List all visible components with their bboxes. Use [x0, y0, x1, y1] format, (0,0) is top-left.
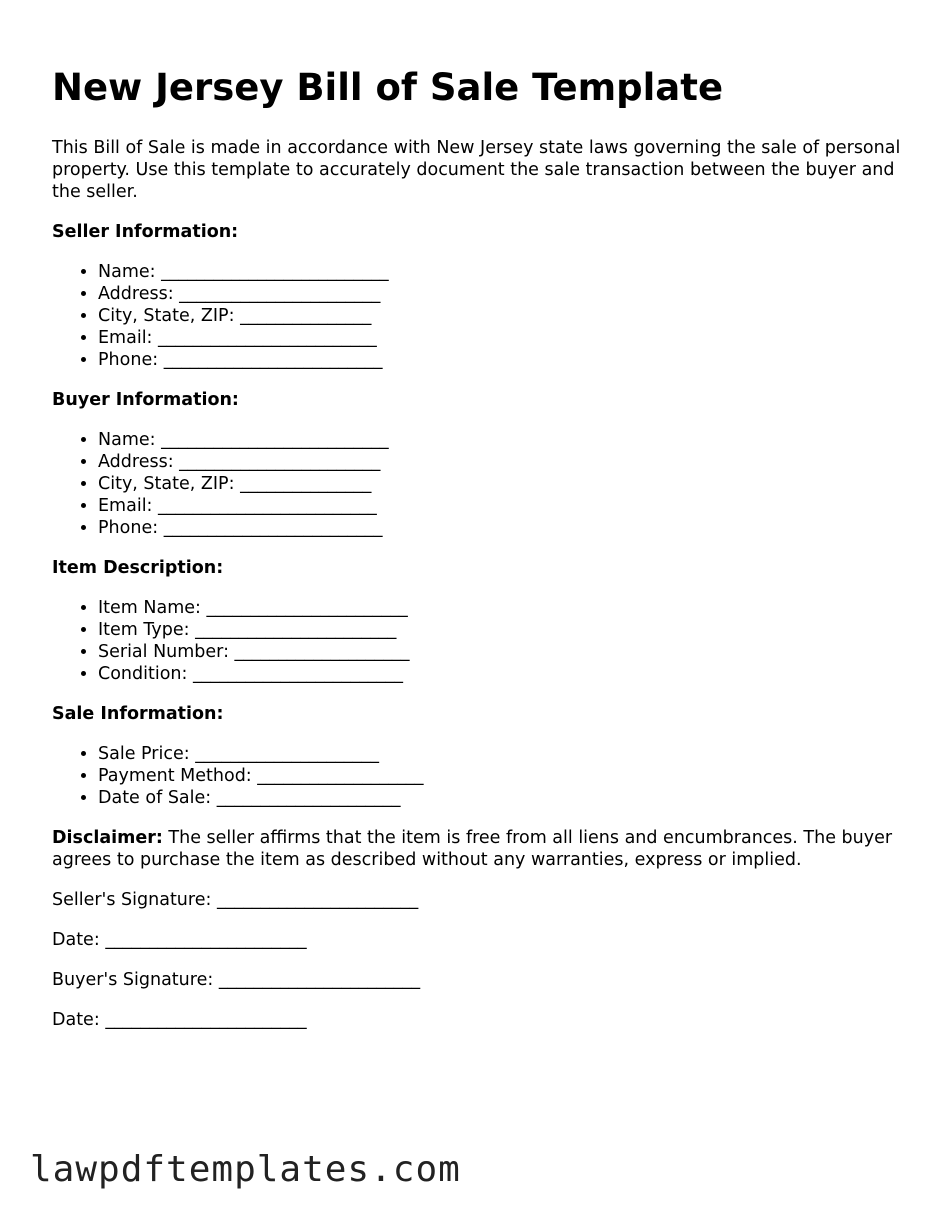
intro-paragraph: This Bill of Sale is made in accordance with New Jersey state laws governing the sale of personal property. Use this template to accurately document the sale transaction between the buyer and the seller. — [52, 138, 901, 202]
seller-address-field: • Address: _______________________ — [98, 283, 902, 305]
buyer-name-field: • Name: __________________________ — [98, 429, 902, 451]
seller-phone-field: • Phone: _________________________ — [98, 349, 902, 371]
seller-city-state-zip-field: • City, State, ZIP: _______________ — [98, 305, 902, 327]
page-title: New Jersey Bill of Sale Template — [52, 66, 724, 109]
buyer-email-field: • Email: _________________________ — [98, 495, 902, 517]
buyer-phone-field: • Phone: _________________________ — [98, 517, 902, 539]
buyer-fields-list — [52, 429, 902, 539]
sale-price-field: • Sale Price: _____________________ — [98, 743, 902, 765]
payment-method-field: • Payment Method: ___________________ — [98, 765, 902, 787]
sale-section-heading: Sale Information: — [52, 704, 224, 724]
item-fields-list — [52, 597, 902, 685]
seller-signature-line: Seller's Signature: _______________________ — [52, 890, 419, 910]
sale-fields-list — [52, 743, 902, 809]
seller-fields-list — [52, 261, 902, 371]
document-page — [52, 62, 902, 1049]
seller-date-line: Date: _______________________ — [52, 930, 307, 950]
seller-section-heading: Seller Information: — [52, 222, 239, 242]
date-of-sale-field: • Date of Sale: _____________________ — [98, 787, 902, 809]
disclaimer-paragraph — [52, 827, 902, 871]
buyer-signature-line: Buyer's Signature: _______________________ — [52, 970, 421, 990]
disclaimer-label: Disclaimer: — [52, 828, 163, 848]
seller-name-field: • Name: __________________________ — [98, 261, 902, 283]
condition-field: • Condition: ________________________ — [98, 663, 902, 685]
buyer-date-line: Date: _______________________ — [52, 1010, 307, 1030]
seller-email-field: • Email: _________________________ — [98, 327, 902, 349]
buyer-address-field: • Address: _______________________ — [98, 451, 902, 473]
serial-number-field: • Serial Number: ____________________ — [98, 641, 902, 663]
buyer-section-heading: Buyer Information: — [52, 390, 239, 410]
buyer-city-state-zip-field: • City, State, ZIP: _______________ — [98, 473, 902, 495]
item-name-field: • Item Name: _______________________ — [98, 597, 902, 619]
item-section-heading: Item Description: — [52, 558, 224, 578]
disclaimer-text: The seller affirms that the item is free from all liens and encumbrances. The buyer agrees to purchase the item as described without any warranties, express or implied. — [52, 828, 893, 870]
item-type-field: • Item Type: _______________________ — [98, 619, 902, 641]
site-watermark: lawpdftemplates.com — [30, 1149, 461, 1190]
